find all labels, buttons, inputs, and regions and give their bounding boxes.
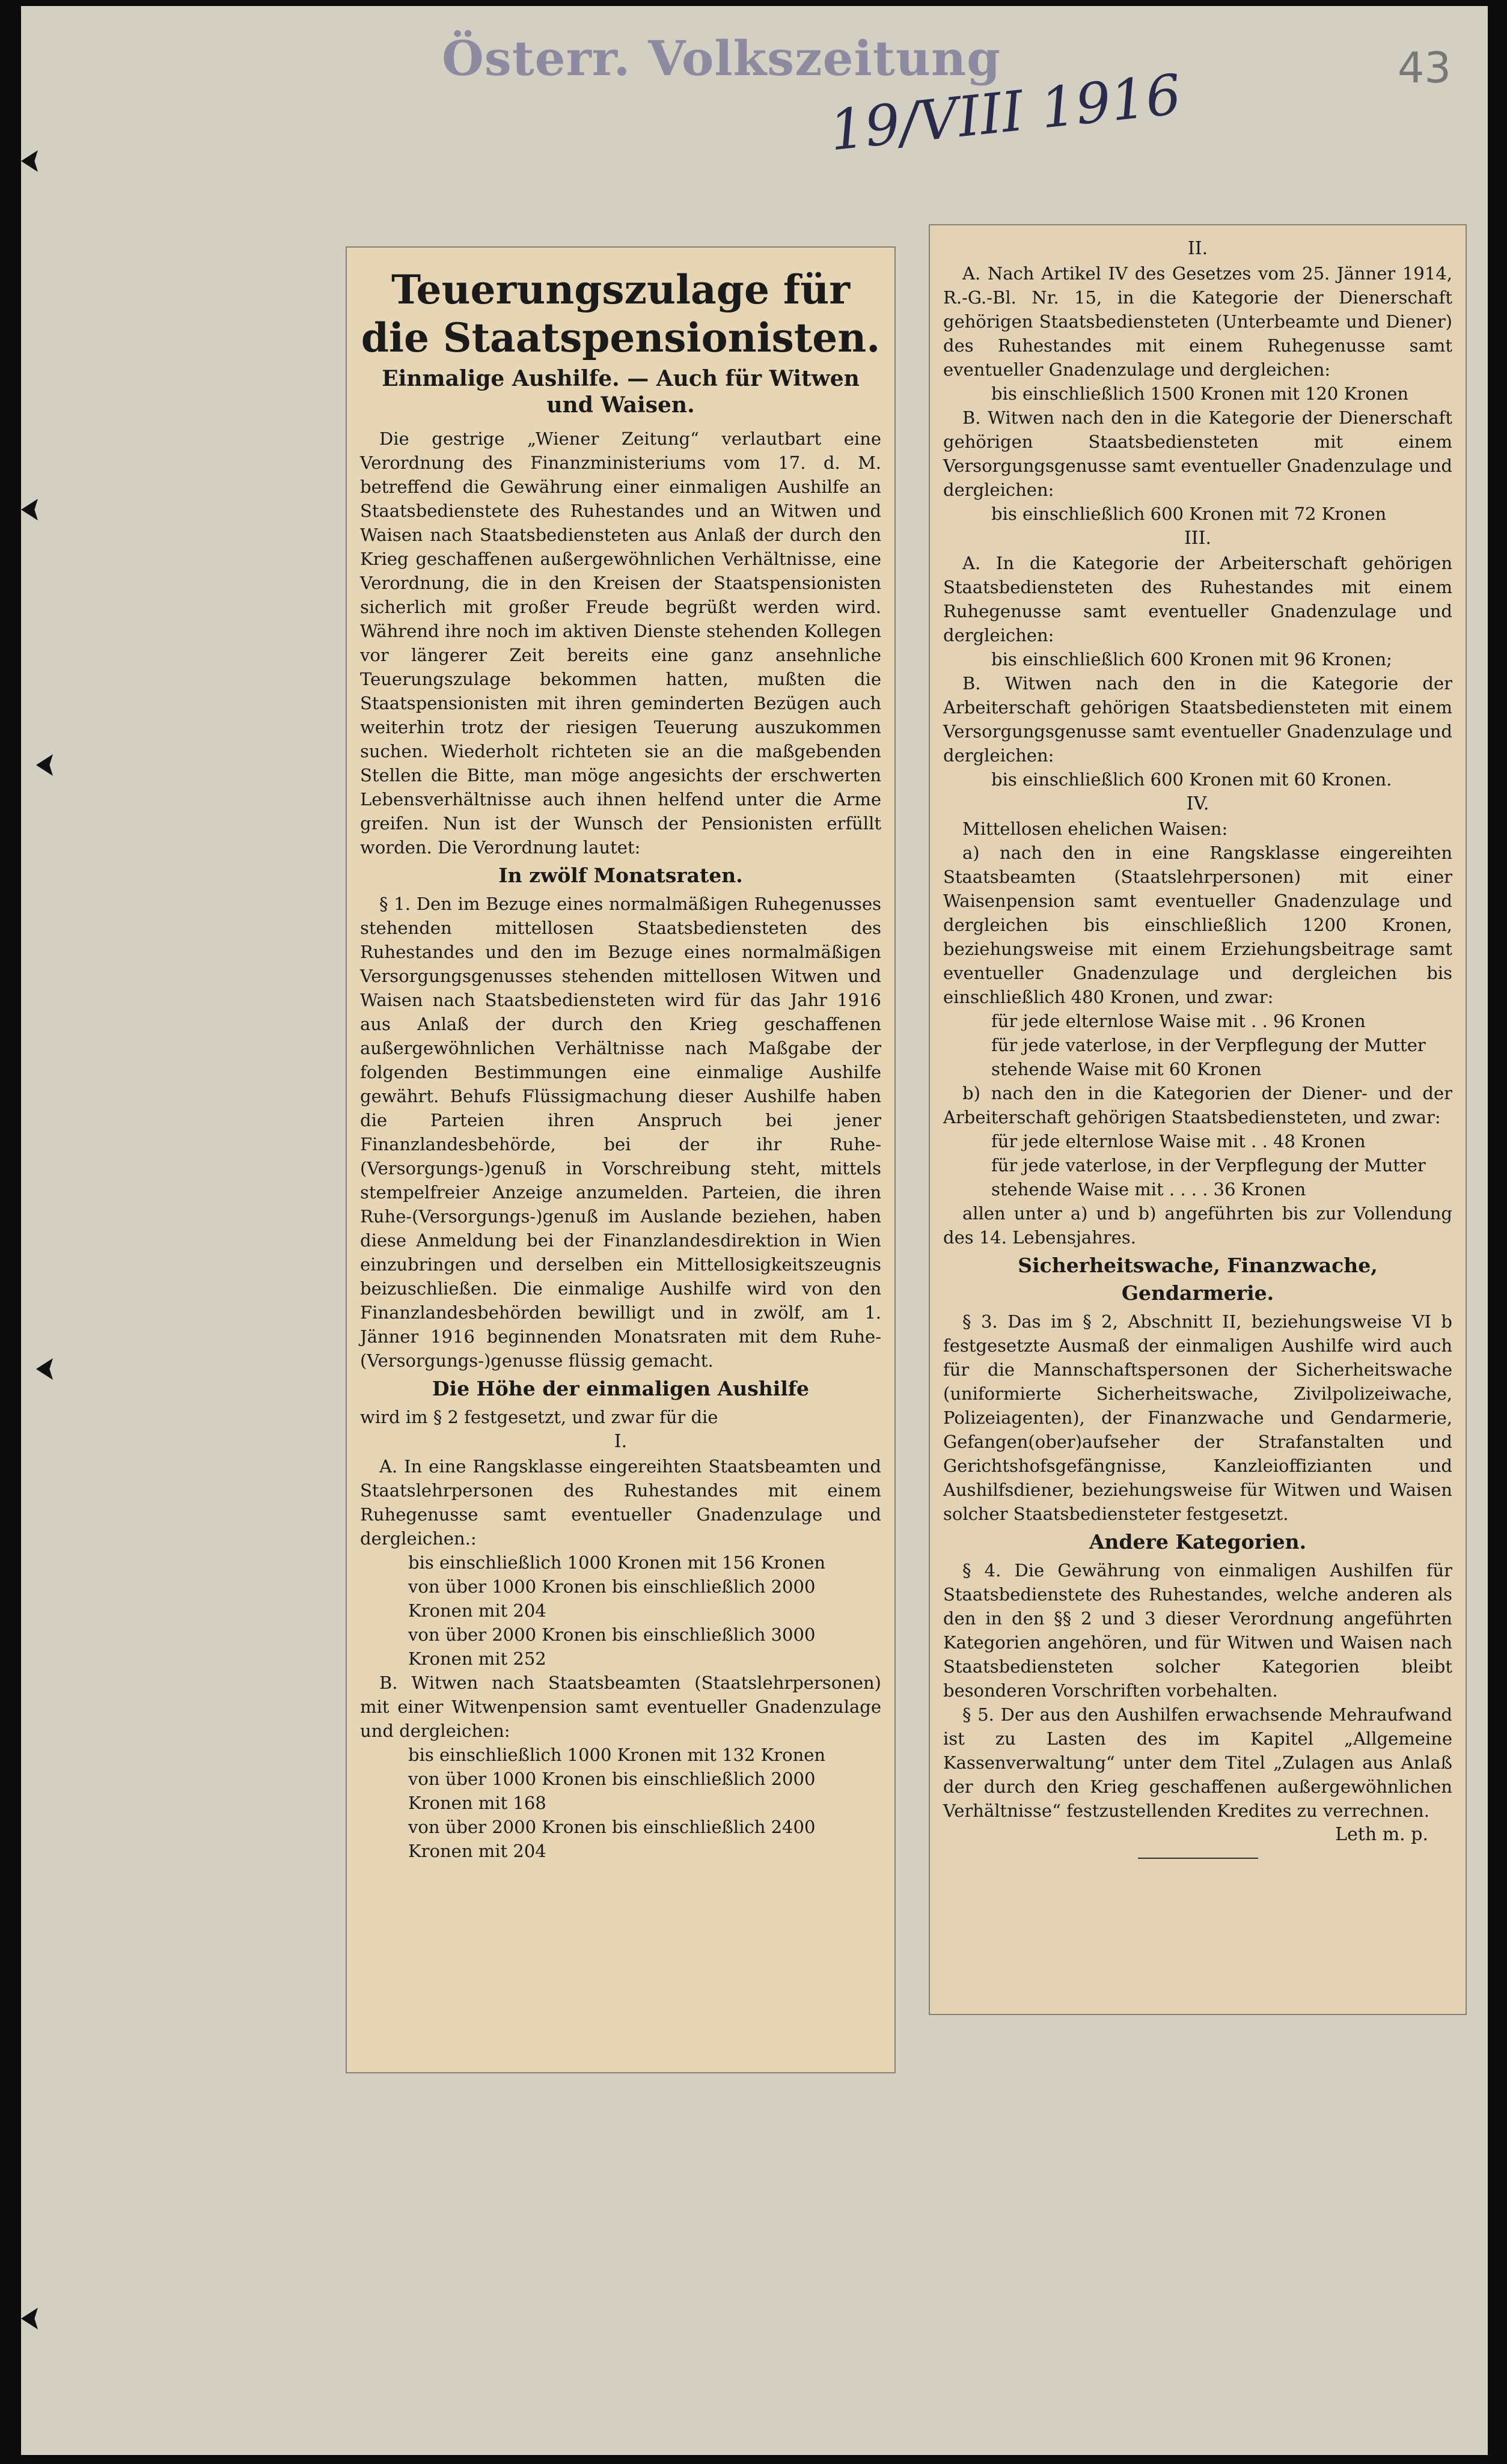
rate-row: von über 2000 Kronen bis einschließlich 2400 Kronen mit 204 [408,1817,816,1861]
aid-amount-intro: wird im § 2 festgesetzt, und zwar für die [360,1407,718,1427]
clipping-right-column [929,224,1467,2015]
rate-row: bis einschließlich 600 Kronen mit 72 Kronen [991,504,1387,524]
article-title: Teuerungszulage für die Staatspensionisten. [361,266,881,361]
heading-security-forces: Sicherheitswache, Finanzwache, Gendarmerie. [1018,1254,1378,1305]
binding-hole [36,1358,53,1380]
clipping-left-column [346,246,896,2073]
rate-row: bis einschließlich 1000 Kronen mit 132 Kronen [408,1745,826,1765]
rate-row: bis einschließlich 600 Kronen mit 60 Kronen. [991,769,1392,790]
category-2a: A. Nach Artikel IV des Gesetzes vom 25. Jänner 1914, R.-G.-Bl. Nr. 15, in die Kategorie der Dienerschaft gehörigen Staatsbediensteten (Unterbeamte und Diener) des Ruhestandes mit einem Ruhegenusse samt eventueller Gnadenzulage und dergleichen: [943,263,1452,380]
section-5-paragraph: § 5. Der aus den Aushilfen erwachsende Mehraufwand ist zu Lasten des im Kapitel „Allgemeine Kassenverwaltung“ unter dem Titel „Zulagen aus Anlaß der durch den Krieg geschaffenen außergewöhnlichen Verhältnisse“ festzustellenden Kredites zu verrechnen. [943,1704,1452,1821]
rate-row: für jede elternlose Waise mit . . 96 Kronen [991,1011,1366,1031]
handwritten-date: 19/VIII 1916 [827,62,1184,163]
heading-monthly-installments: In zwölf Monatsraten. [498,864,743,887]
section-3-paragraph: § 3. Das im § 2, Abschnitt II, beziehungsweise VI b festgesetzte Ausmaß der einmaligen Aushilfe wird auch für die Mannschaftspersonen der Sicherheitswache (uniformierte Sicherheitswache, Zivilpolizeiwache, Polizeiagenten), der Finanzwache und Gendarmerie, Gefangen(ober)aufseher der Strafanstalten und Gerichtshofsgefängnisse, Kanzleioffizianten und Aushilfsdiener, beziehungsweise für Witwen und Waisen solcher Staatsbediensteter festgesetzt. [943,1311,1452,1524]
signature: Leth m. p. [1335,1824,1428,1845]
category-1b: B. Witwen nach Staatsbeamten (Staatslehrpersonen) mit einer Witwenpension samt eventueller Gnadenzulage und dergleichen: [360,1673,881,1741]
category-3b: B. Witwen nach den in die Kategorie der Arbeiterschaft gehörigen Staatsbediensteten mit einem Versorgungsgenusse samt eventueller Gnadenzulage und dergleichen: [943,673,1452,766]
end-rule [1138,1858,1258,1859]
archive-number: 43 [1398,43,1452,93]
category-4a: a) nach den in eine Rangsklasse eingereihten Staatsbeamten (Staatslehrpersonen) mit einer Waisenpension samt eventueller Gnadenzulage und dergleichen bis einschließlich 1200 Kronen, beziehungsweise mit einem Erziehungsbeitrage samt eventueller Gnadenzulage und dergleichen bis einschließlich 480 Kronen, und zwar: [943,843,1452,1007]
binding-hole [21,2308,38,2329]
category-3a: A. In die Kategorie der Arbeiterschaft gehörigen Staatsbediensteten des Ruhestandes mit einem Ruhegenusse samt eventueller Gnadenzulage und dergleichen: [943,553,1452,645]
rate-row: bis einschließlich 1500 Kronen mit 120 Kronen [991,383,1409,404]
category-1a: A. In eine Rangsklasse eingereihten Staatsbeamten und Staatslehrpersonen des Ruhestandes mit einem Ruhegenusse samt eventueller Gnadenzulage und dergleichen.: [360,1456,881,1549]
section-4-paragraph: § 4. Die Gewährung von einmaligen Aushilfen für Staatsbedienstete des Ruhestandes, welche anderen als den in den §§ 2 und 3 dieser Verordnung angeführten Kategorien angehören, und für Witwen und Waisen nach Staatsbediensteten solcher Kategorien bleibt besonderen Vorschriften vorbehalten. [943,1560,1452,1701]
rate-row: von über 1000 Kronen bis einschließlich 2000 Kronen mit 204 [408,1576,816,1621]
archive-sheet [21,6,1488,2455]
intro-paragraph: Die gestrige „Wiener Zeitung“ verlautbart eine Verordnung des Finanzministeriums vom 17. d. M. betreffend die Gewährung einer einmaligen Aushilfe an Staatsbedienstete des Ruhestandes und an Witwen und Waisen nach Staatsbediensteten aus Anlaß der durch den Krieg geschaffenen außergewöhnlichen Verhältnisse, eine Verordnung, die in den Kreisen der Staatspensionisten sicherlich mit großer Freude begrüßt werden wird. Während ihre noch im aktiven Dienste stehenden Kollegen vor längerer Zeit bereits eine ganz ansehnliche Teuerungszulage bekommen hatten, mußten die Staatspensionisten mit ihren geminderten Bezügen auch weiterhin trotz der riesigen Teuerung auszukommen suchen. Wiederholt richteten sie an die maßgebenden Stellen die Bitte, man möge angesichts der erschwerten Lebensverhältnisse auch ihnen helfend unter die Arme greifen. Nun ist der Wunsch der Pensionisten erfüllt worden. Die Verordnung lautet: [360,428,881,858]
rate-row: für jede elternlose Waise mit . . 48 Kronen [991,1131,1366,1151]
category-4b: b) nach den in die Kategorien der Diener- und der Arbeiterschaft gehörigen Staatsbediensteten, und zwar: [943,1083,1452,1127]
roman-numeral-4: IV. [1186,793,1209,814]
rate-row: bis einschließlich 600 Kronen mit 96 Kronen; [991,649,1392,669]
rate-row: bis einschließlich 1000 Kronen mit 156 Kronen [408,1552,826,1573]
category-4-end: allen unter a) und b) angeführten bis zur Vollendung des 14. Lebensjahres. [943,1203,1452,1248]
roman-numeral-3: III. [1184,528,1212,549]
rate-row: für jede vaterlose, in der Verpflegung der Mutter stehende Waise mit . . . . 36 Kronen [991,1155,1426,1200]
orphans-heading: Mittellosen ehelichen Waisen: [962,819,1228,839]
article-subtitle: Einmalige Aushilfe. — Auch für Witwen und Waisen. [382,366,860,418]
roman-numeral-1: I. [614,1431,628,1452]
category-2b: B. Witwen nach den in die Kategorie der Dienerschaft gehörigen Staatsbediensteten mit einem Versorgungsgenusse samt eventueller Gnadenzulage und dergleichen: [943,407,1452,500]
heading-other-categories: Andere Kategorien. [1089,1530,1307,1554]
heading-aid-amount: Die Höhe der einmaligen Aushilfe [432,1377,810,1400]
binding-hole [36,754,53,776]
rate-row: für jede vaterlose, in der Verpflegung der Mutter stehende Waise mit 60 Kronen [991,1035,1426,1079]
roman-numeral-2: II. [1187,238,1208,259]
binding-hole [21,150,38,172]
newspaper-stamp: Österr. Volkszeitung [442,30,1001,87]
binding-hole [21,499,38,520]
rate-row: von über 1000 Kronen bis einschließlich 2000 Kronen mit 168 [408,1769,816,1813]
rate-row: von über 2000 Kronen bis einschließlich 3000 Kronen mit 252 [408,1624,816,1669]
section-1-paragraph: § 1. Den im Bezuge eines normalmäßigen Ruhegenusses stehenden mittellosen Staatsbediensteten des Ruhestandes und den im Bezuge eines normalmäßigen Versorgungsgenusses stehenden mittellosen Witwen und Waisen nach Staatsbediensteten wird für das Jahr 1916 aus Anlaß der durch den Krieg geschaffenen außergewöhnlichen Verhältnisse nach Maßgabe der folgenden Bestimmungen eine einmalige Aushilfe gewährt. Behufs Flüssigmachung dieser Aushilfe haben die Parteien ihren Anspruch bei jener Finanzlandesbehörde, bei der ihr Ruhe-(Versorgungs-)genuß in Vorschreibung steht, mittels stempelfreier Anzeige anzumelden. Parteien, die ihren Ruhe-(Versorgungs-)genuß im Auslande beziehen, haben diese Anmeldung bei der Finanzlandesdirektion in Wien einzubringen und derselben ein Mittellosigkeitszeugnis beizuschließen. Die einmalige Aushilfe wird von den Finanzlandesbehörden bewilligt und in zwölf, am 1. Jänner 1916 beginnenden Monatsraten mit dem Ruhe-(Versorgungs-)genusse flüssig gemacht. [360,894,881,1371]
